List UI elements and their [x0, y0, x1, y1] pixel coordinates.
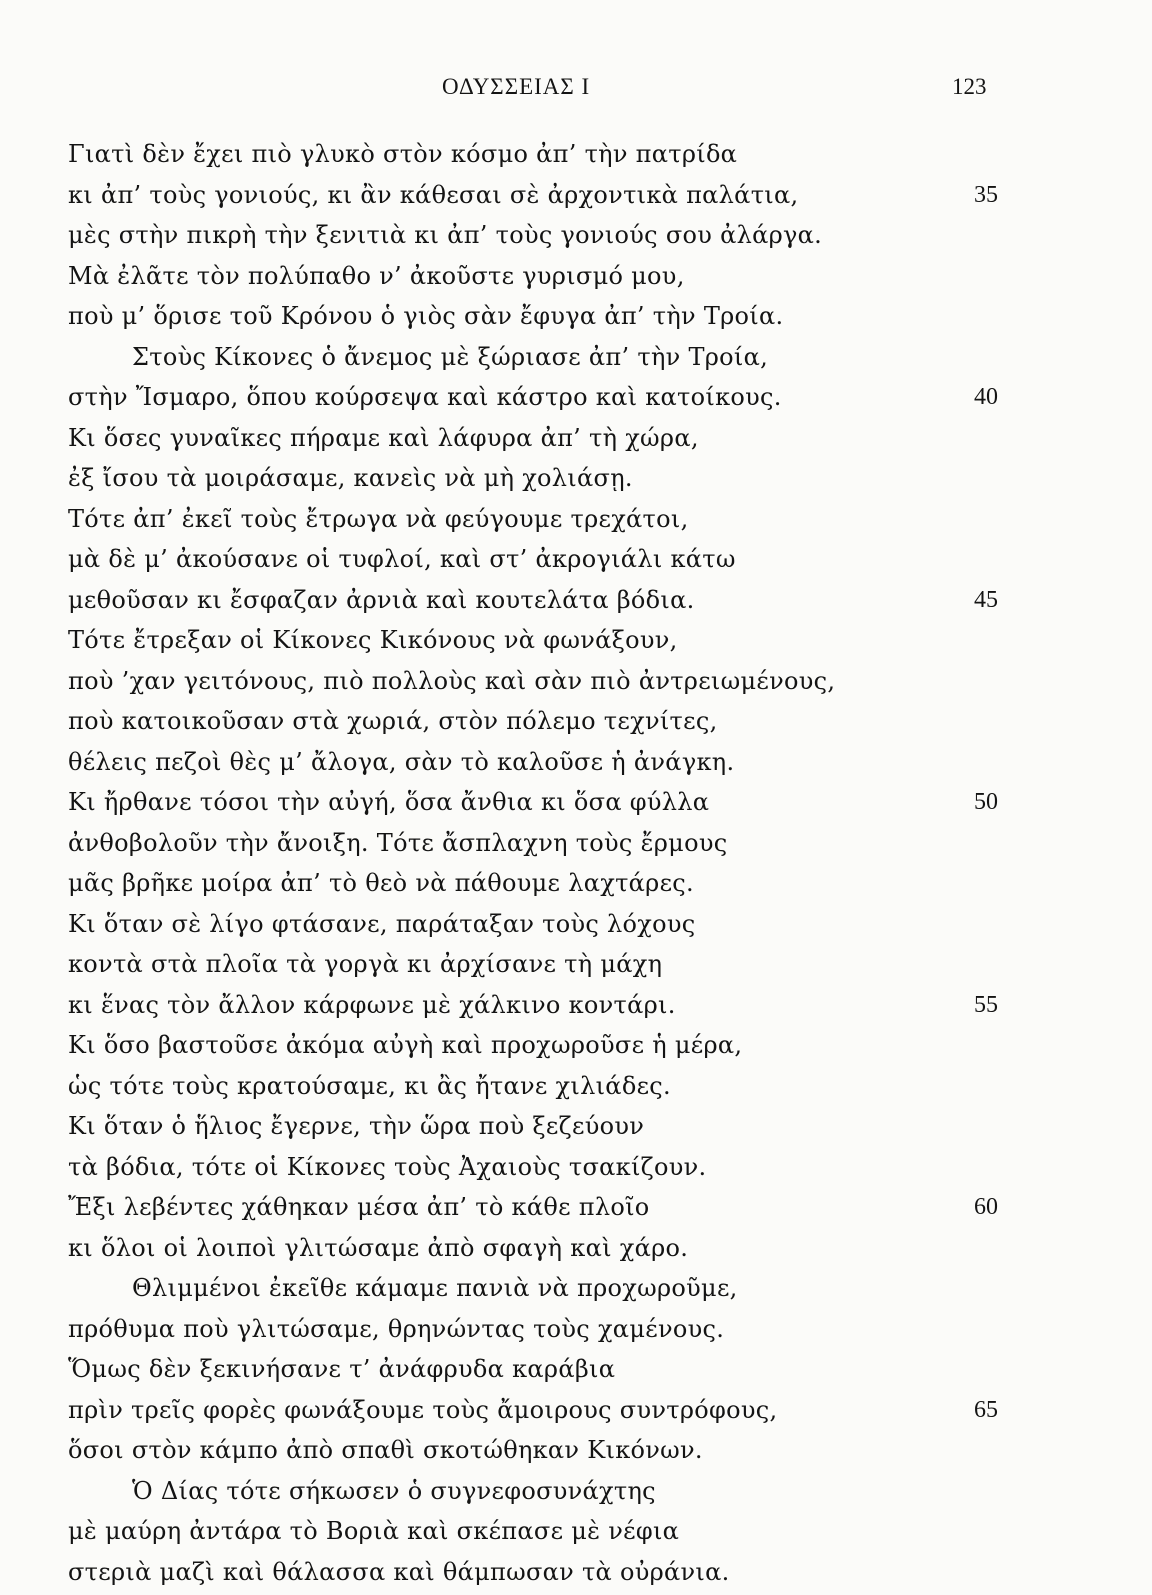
- verse-line: [0, 1514, 1152, 1555]
- line-number: 45: [956, 583, 1016, 617]
- verse-line: [0, 502, 1152, 543]
- verse-text: Κι ἤρθανε τόσοι τὴν αὐγή, ὅσα ἄνθια κι ὅσα φύλλα: [68, 785, 709, 819]
- verse-text: Κι ὅσο βαστοῦσε ἀκόμα αὐγὴ καὶ προχωροῦσε ἡ μέρα,: [68, 1028, 742, 1062]
- verse-line: [0, 542, 1152, 583]
- page-number: 123: [952, 74, 987, 100]
- verse-line: [0, 1028, 1152, 1069]
- verse-line: [0, 664, 1152, 705]
- verse-text: μὰ δὲ μ’ ἀκούσανε οἱ τυφλοί, καὶ στ’ ἀκρογιάλι κάτω: [68, 542, 736, 576]
- verse-line: [0, 947, 1152, 988]
- verse-text: θέλεις πεζοὶ θὲς μ’ ἄλογα, σὰν τὸ καλοῦσε ἡ ἀνάγκη.: [68, 745, 734, 779]
- verse-line: [0, 866, 1152, 907]
- verse-text: ἐξ ἴσου τὰ μοιράσαμε, κανεὶς νὰ μὴ χολιάσῃ.: [68, 461, 633, 495]
- verse-text: ποὺ κατοικοῦσαν στὰ χωριά, στὸν πόλεμο τεχνίτες,: [68, 704, 718, 738]
- verse-line: [0, 623, 1152, 664]
- line-number: 65: [956, 1393, 1016, 1427]
- verse-text: Κι ὅσες γυναῖκες πήραμε καὶ λάφυρα ἀπ’ τὴ χώρα,: [68, 421, 699, 455]
- verse-text: ἀνθοβολοῦν τὴν ἄνοιξη. Τότε ἄσπλαχνη τοὺς ἔρμους: [68, 826, 727, 860]
- verse-line: [0, 907, 1152, 948]
- verse-text: μὲς στὴν πικρὴ τὴν ξενιτιὰ κι ἀπ’ τοὺς γονιούς σου ἀλάργα.: [68, 218, 822, 252]
- verse-line: [0, 1433, 1152, 1474]
- verse-text: κι ἕνας τὸν ἄλλον κάρφωνε μὲ χάλκινο κοντάρι.: [68, 988, 676, 1022]
- verse-line: [0, 461, 1152, 502]
- verse-line: [0, 1190, 1152, 1231]
- verse-text: κι ἀπ’ τοὺς γονιούς, κι ἂν κάθεσαι σὲ ἀρχοντικὰ παλάτια,: [68, 178, 798, 212]
- verse-text: τὰ βόδια, τότε οἱ Κίκονες τοὺς Ἀχαιοὺς τσακίζουν.: [68, 1150, 706, 1184]
- verse-line: [0, 1312, 1152, 1353]
- running-title: ΟΔΥΣΣΕΙΑΣ Ι: [442, 74, 590, 100]
- verse-text: Κι ὅταν σὲ λίγο φτάσανε, παράταξαν τοὺς λόχους: [68, 907, 696, 941]
- verse-line: [0, 1352, 1152, 1393]
- verse-text: ὡς τότε τοὺς κρατούσαμε, κι ἂς ἤτανε χιλιάδες.: [68, 1069, 671, 1103]
- verse-line: [0, 1271, 1152, 1312]
- poem-text: [0, 137, 1152, 1595]
- verse-text: ὅσοι στὸν κάμπο ἀπὸ σπαθὶ σκοτώθηκαν Κικόνων.: [68, 1433, 703, 1467]
- verse-text: κοντὰ στὰ πλοῖα τὰ γοργὰ κι ἀρχίσανε τὴ μάχη: [68, 947, 662, 981]
- verse-text: Τότε ἀπ’ ἐκεῖ τοὺς ἔτρωγα νὰ φεύγουμε τρεχάτοι,: [68, 502, 689, 536]
- verse-line: [0, 1150, 1152, 1191]
- verse-line: [0, 1231, 1152, 1272]
- verse-line: [0, 1069, 1152, 1110]
- line-number: 50: [956, 785, 1016, 819]
- verse-line: [0, 1393, 1152, 1434]
- verse-line: [0, 1109, 1152, 1150]
- verse-text: κι ὅλοι οἱ λοιποὶ γλιτώσαμε ἀπὸ σφαγὴ καὶ χάρο.: [68, 1231, 688, 1265]
- page-header: [0, 74, 1152, 104]
- verse-text: Τότε ἔτρεξαν οἱ Κίκονες Κικόνους νὰ φωνάξουν,: [68, 623, 678, 657]
- verse-line: [0, 259, 1152, 300]
- verse-line: [0, 988, 1152, 1029]
- verse-text: στεριὰ μαζὶ καὶ θάλασσα καὶ θάμπωσαν τὰ οὐράνια.: [68, 1555, 730, 1589]
- verse-text: πρὶν τρεῖς φορὲς φωνάξουμε τοὺς ἄμοιρους συντρόφους,: [68, 1393, 777, 1427]
- verse-text: μὲ μαύρη ἀντάρα τὸ Βοριὰ καὶ σκέπασε μὲ νέφια: [68, 1514, 679, 1548]
- line-number: 60: [956, 1190, 1016, 1224]
- verse-text: Μὰ ἐλᾶτε τὸν πολύπαθο ν’ ἀκοῦστε γυρισμό μου,: [68, 259, 685, 293]
- verse-text: μεθοῦσαν κι ἔσφαζαν ἀρνιὰ καὶ κουτελάτα βόδια.: [68, 583, 695, 617]
- verse-line: [0, 421, 1152, 462]
- verse-text: Γιατὶ δὲν ἔχει πιὸ γλυκὸ στὸν κόσμο ἀπ’ τὴν πατρίδα: [68, 137, 737, 171]
- verse-line: [0, 583, 1152, 624]
- verse-text: Ἔξι λεβέντες χάθηκαν μέσα ἀπ’ τὸ κάθε πλοῖο: [68, 1190, 650, 1224]
- verse-line: [0, 380, 1152, 421]
- verse-line: [0, 1474, 1152, 1515]
- verse-line: [0, 299, 1152, 340]
- verse-text: Ὅμως δὲν ξεκινήσανε τ’ ἀνάφρυδα καράβια: [68, 1352, 615, 1386]
- verse-text: πρόθυμα ποὺ γλιτώσαμε, θρηνώντας τοὺς χαμένους.: [68, 1312, 724, 1346]
- verse-text: μᾶς βρῆκε μοίρα ἀπ’ τὸ θεὸ νὰ πάθουμε λαχτάρες.: [68, 866, 694, 900]
- verse-line: [0, 178, 1152, 219]
- line-number: 40: [956, 380, 1016, 414]
- verse-text: στὴν Ἴσμαρο, ὅπου κούρσεψα καὶ κάστρο καὶ κατοίκους.: [68, 380, 782, 414]
- verse-text: ποὺ μ’ ὅρισε τοῦ Κρόνου ὁ γιὸς σὰν ἔφυγα ἀπ’ τὴν Τροία.: [68, 299, 783, 333]
- verse-text: Κι ὅταν ὁ ἥλιος ἔγερνε, τὴν ὥρα ποὺ ξεζεύουν: [68, 1109, 644, 1143]
- verse-line: [0, 1555, 1152, 1595]
- verse-line: [0, 785, 1152, 826]
- verse-line: [0, 340, 1152, 381]
- verse-line: [0, 218, 1152, 259]
- verse-line: [0, 704, 1152, 745]
- verse-text: Θλιμμένοι ἐκεῖθε κάμαμε πανιὰ νὰ προχωροῦμε,: [132, 1271, 738, 1305]
- verse-line: [0, 745, 1152, 786]
- line-number: 35: [956, 178, 1016, 212]
- verse-line: [0, 137, 1152, 178]
- verse-line: [0, 826, 1152, 867]
- verse-text: Ὁ Δίας τότε σήκωσεν ὁ συγνεφοσυνάχτης: [132, 1474, 656, 1508]
- verse-text: Στοὺς Κίκονες ὁ ἄνεμος μὲ ξώριασε ἀπ’ τὴν Τροία,: [132, 340, 768, 374]
- verse-text: ποὺ ’χαν γειτόνους, πιὸ πολλοὺς καὶ σὰν πιὸ ἀντρειωμένους,: [68, 664, 835, 698]
- line-number: 55: [956, 988, 1016, 1022]
